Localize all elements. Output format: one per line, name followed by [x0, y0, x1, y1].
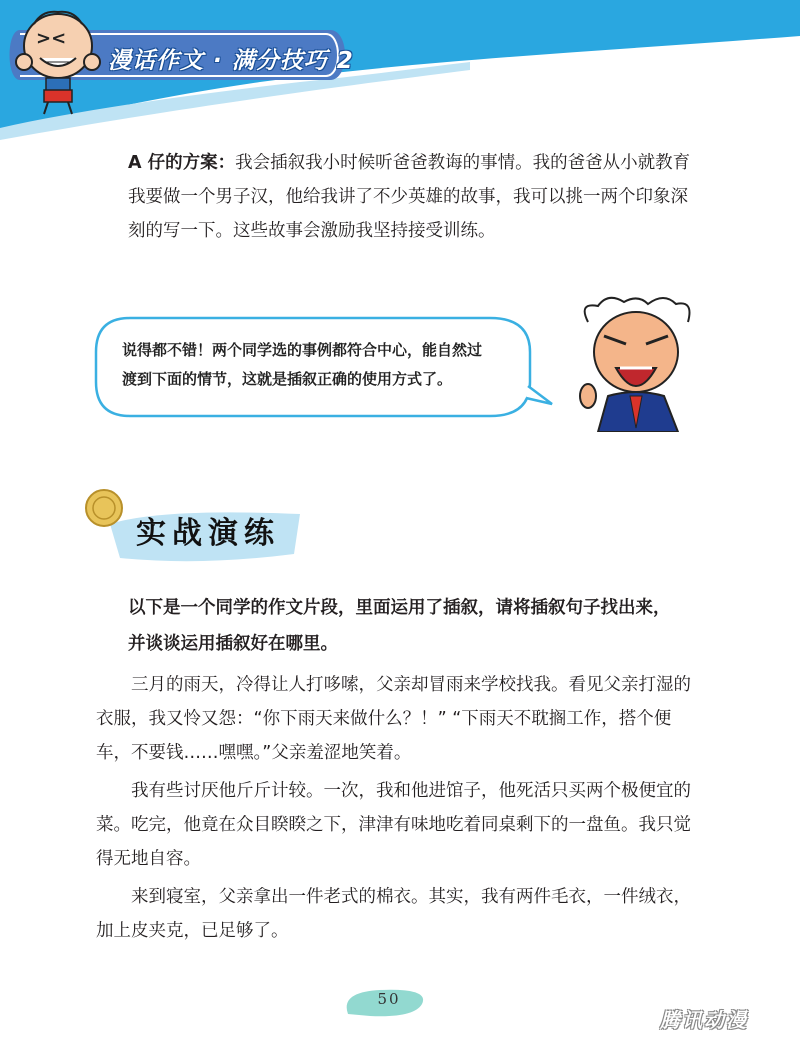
- book-series-title: 漫话作文 · 满分技巧 2: [108, 48, 354, 74]
- passage-paragraph-1: 三月的雨天，冷得让人打哆嗦，父亲却冒雨来学校找我。看见父亲打湿的衣服，我又怜又怨：“你下雨天来做什么？！” “下雨天不耽搁工作，搭个便车，不要钱……嘿嘿。”父亲羞涩地笑着。: [96, 675, 691, 763]
- question-line-2: 并谈谈运用插叙好在哪里。: [128, 634, 338, 654]
- question-line-1: 以下是一个同学的作文片段，里面运用了插叙，请将插叙句子找出来，: [128, 598, 671, 618]
- svg-text:><: ><: [36, 28, 67, 49]
- bubble-text: [122, 336, 542, 394]
- bubble-line-2: 渡到下面的情节，这就是插叙正确的使用方式了。: [122, 370, 453, 388]
- exercise-question: [128, 590, 700, 662]
- teacher-icon: [568, 292, 708, 432]
- mascot-icon: [6, 4, 106, 116]
- bubble-line-1: 说得都不错！两个同学选的事例都符合中心，能自然过: [122, 341, 483, 359]
- page-number: 50: [377, 990, 401, 1008]
- intro-paragraph: [128, 146, 700, 248]
- intro-text: 我会插叙我小时候听爸爸教诲的事情。我的爸爸从小就教育我要做一个男子汉，他给我讲了不少英雄的故事，我可以挑一两个印象深刻的写一下。这些故事会激励我坚持接受训练。: [128, 153, 691, 241]
- section-title: 实战演练: [136, 516, 280, 551]
- watermark-logo: 腾讯动漫: [660, 1008, 748, 1032]
- intro-label: A 仔的方案：: [128, 153, 236, 173]
- passage-paragraph-2: 我有些讨厌他斤斤计较。一次，我和他进馆子，他死活只买两个极便宜的菜。吃完，他竟在众目睽睽之下，津津有味地吃着同桌剩下的一盘鱼。我只觉得无地自容。: [96, 781, 691, 869]
- passage-paragraph-3: 来到寝室，父亲拿出一件老式的棉衣。其实，我有两件毛衣，一件绒衣，加上皮夹克，已足够了。: [96, 887, 691, 941]
